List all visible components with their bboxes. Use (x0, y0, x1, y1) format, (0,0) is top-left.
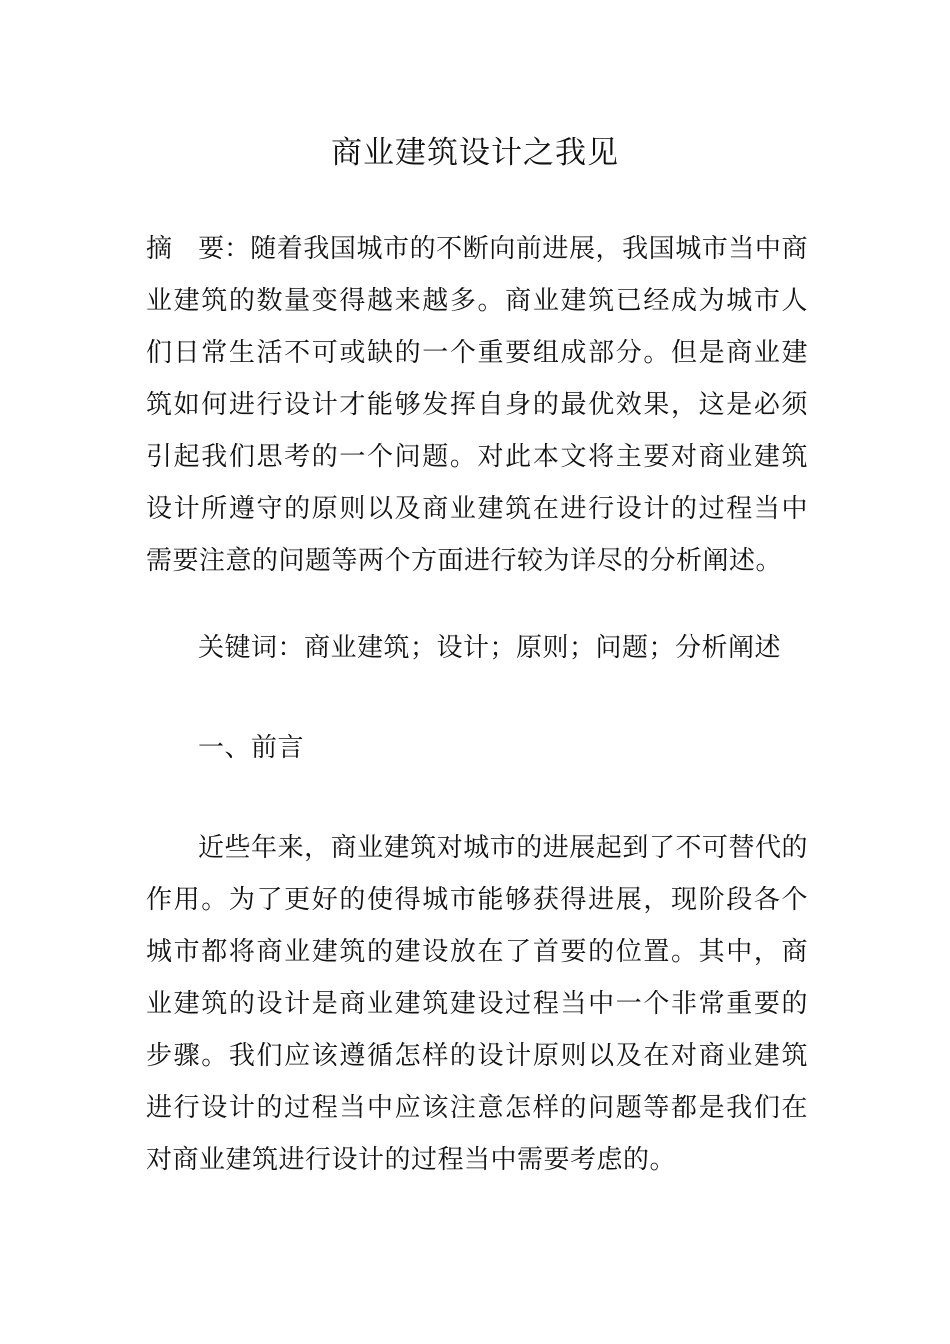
keywords-paragraph (146, 622, 808, 674)
keywords-text: 商业建筑；设计；原则；问题；分析阐述 (304, 633, 782, 663)
document-title: 商业建筑设计之我见 (331, 135, 619, 171)
section-heading: 一、前言 (198, 733, 305, 763)
keywords-label: 关键词： (198, 633, 305, 663)
abstract-label: 摘 要： (146, 234, 251, 264)
abstract-text: 随着我国城市的不断向前进展，我国城市当中商业建筑的数量变得越来越多。商业建筑已经成为城市人们日常生活不可或缺的一个重要组成部分。但是商业建筑如何进行设计才能够发挥自身的最优效果，这是必须引起我们思考的一个问题。对此本文将主要对商业建筑设计所遵守的原则以及商业建筑在进行设计的过程当中需要注意的问题等两个方面进行较为详尽的分析阐述。 (146, 234, 808, 576)
abstract-paragraph (146, 223, 808, 587)
intro-paragraph: 近些年来，商业建筑对城市的进展起到了不可替代的作用。为了更好的使得城市能够获得进展，现阶段各个城市都将商业建筑的建设放在了首要的位置。其中，商业建筑的设计是商业建筑建设过程当中一个非常重要的步骤。我们应该遵循怎样的设计原则以及在对商业建筑进行设计的过程当中应该注意怎样的问题等都是我们在对商业建筑进行设计的过程当中需要考虑的。 (146, 833, 808, 1175)
